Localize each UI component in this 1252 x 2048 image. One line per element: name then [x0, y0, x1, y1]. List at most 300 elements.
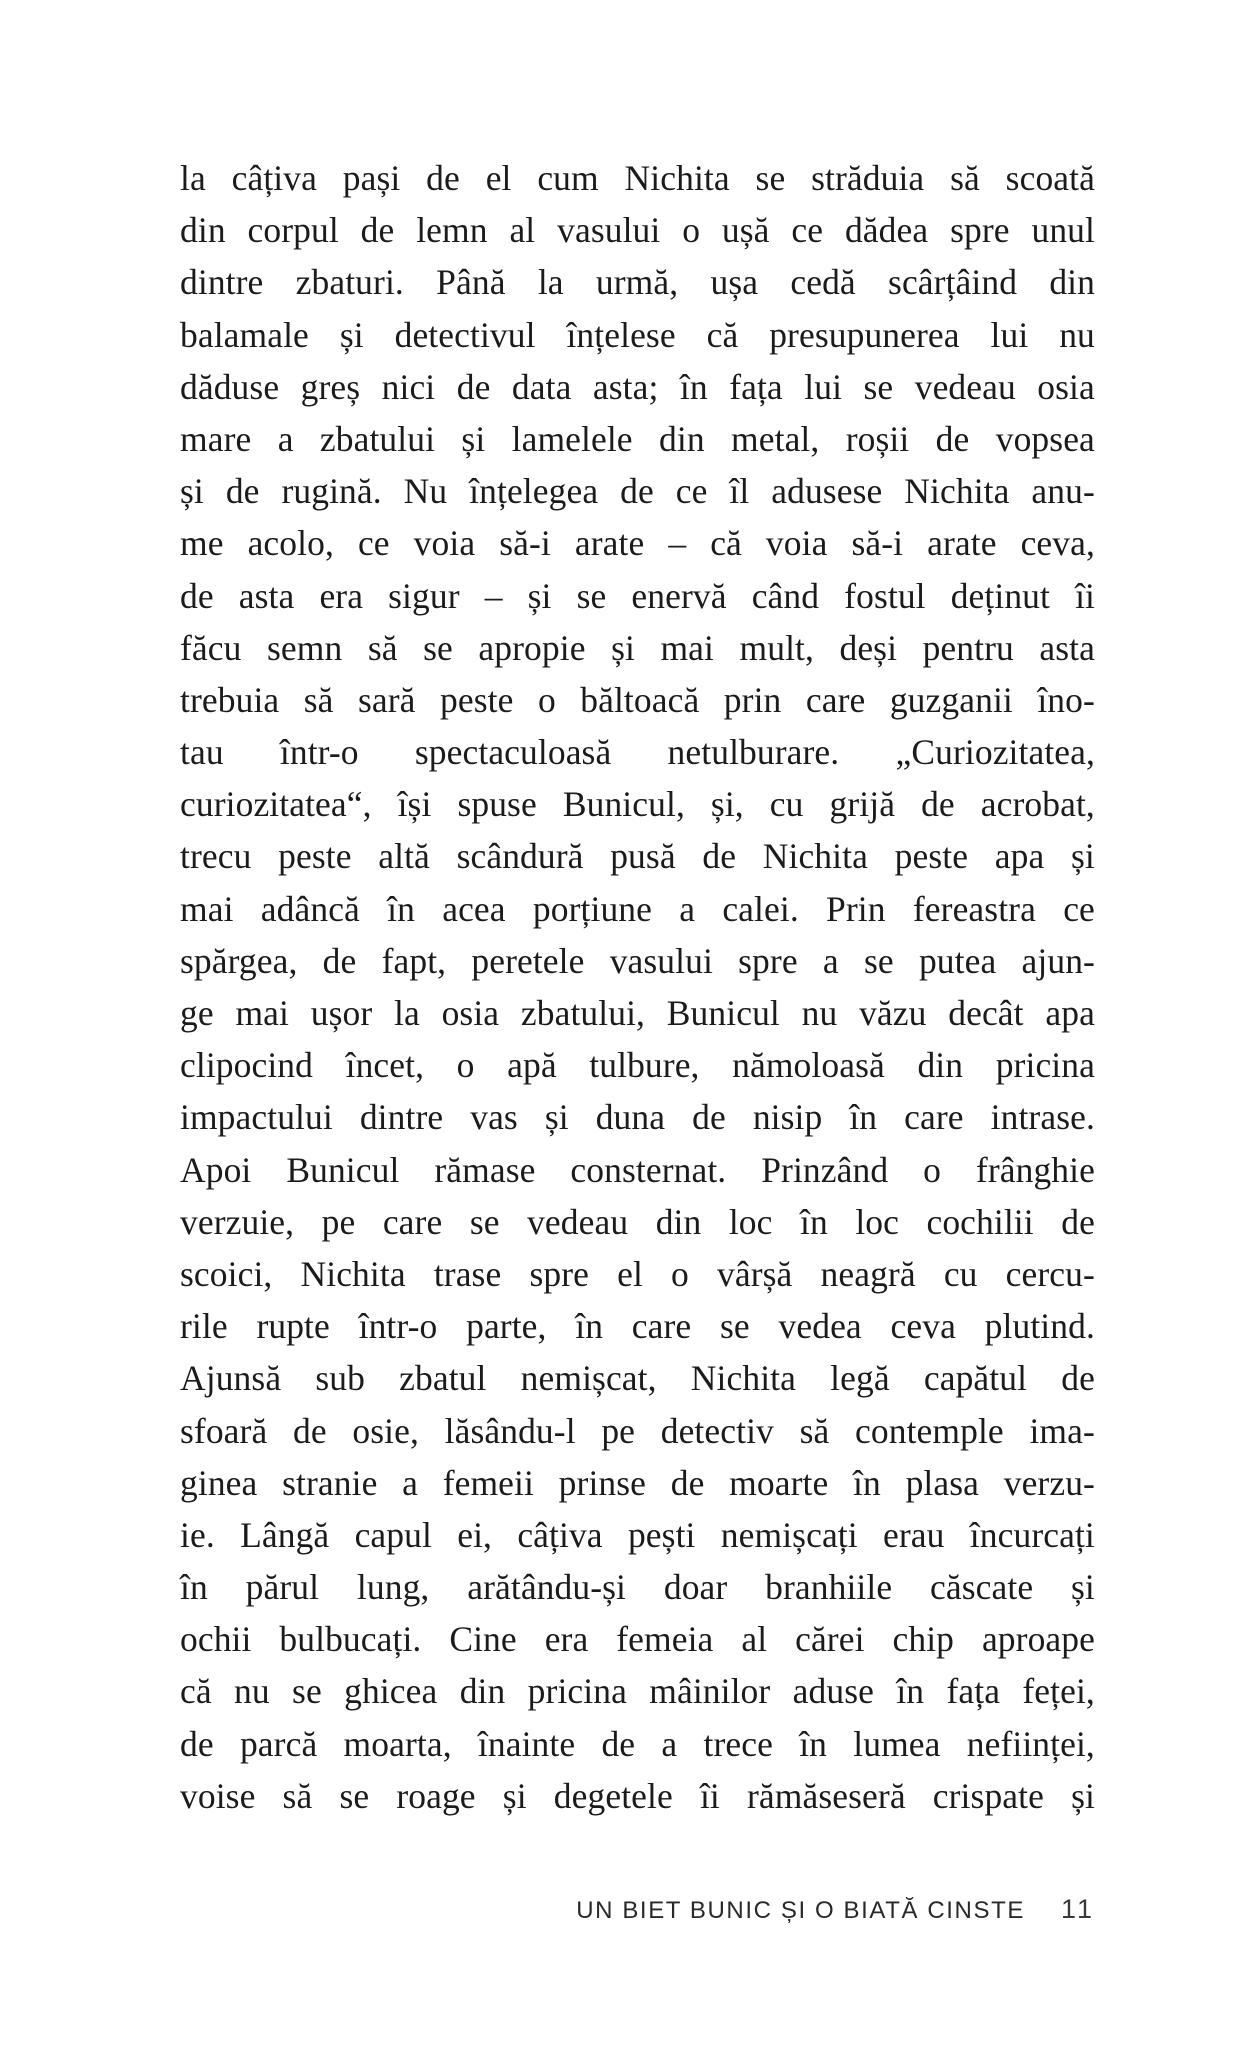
body-word: semn [267, 627, 343, 668]
body-word: să [799, 1410, 830, 1451]
body-word: loc [855, 1201, 899, 1242]
body-word: ge [180, 993, 214, 1033]
body-word: vârșă [717, 1253, 793, 1294]
body-word: – [668, 523, 687, 564]
body-word: încet, [345, 1045, 425, 1086]
body-word: lui [804, 366, 843, 407]
body-line [180, 256, 1095, 308]
body-word: degetele [553, 1775, 673, 1816]
body-word: vedeau [527, 1201, 629, 1242]
body-word: spre [529, 1253, 589, 1294]
body-word: me [180, 523, 224, 564]
body-word: rămase [434, 1149, 536, 1190]
body-word: vasului [609, 940, 713, 981]
body-word: apa [1045, 993, 1095, 1033]
body-word: de [180, 1723, 214, 1764]
body-word: osia [1037, 366, 1095, 407]
body-word: când [751, 575, 820, 616]
body-word: în [799, 1723, 828, 1764]
body-word: Nichita [300, 1253, 406, 1294]
body-line [180, 935, 1095, 987]
body-line [180, 987, 1095, 1039]
body-word: cu [769, 784, 804, 825]
body-word: ușă [721, 210, 770, 251]
body-word: grijă [829, 784, 896, 825]
body-word: ajun- [1021, 940, 1095, 981]
body-word: consternat. [570, 1149, 727, 1190]
body-line [180, 622, 1095, 674]
body-word: se [423, 627, 453, 668]
body-word: Ajunsă [180, 1358, 282, 1399]
body-line [180, 726, 1095, 778]
body-line [180, 1457, 1095, 1509]
body-word: rămăseseră [747, 1775, 906, 1816]
body-word: femeii [442, 1462, 534, 1503]
body-word: balamale [180, 314, 309, 355]
body-word: ceva [890, 1306, 956, 1347]
body-word: ima- [1029, 1410, 1095, 1451]
body-line [180, 1770, 1095, 1822]
body-word: nisip [752, 1097, 823, 1138]
body-word: câțiva [517, 1514, 603, 1555]
body-word: se [576, 575, 607, 616]
body-word: a [661, 1723, 678, 1764]
body-word: crispate [932, 1775, 1044, 1816]
body-line [180, 413, 1095, 465]
body-word: vas [470, 1097, 518, 1138]
body-word: din [459, 1671, 506, 1712]
body-word: al [741, 1619, 768, 1660]
body-word: roage [396, 1775, 476, 1816]
body-line [180, 1352, 1095, 1404]
body-word: osie, [352, 1410, 419, 1451]
body-line [180, 1039, 1095, 1091]
body-word: nu [1059, 314, 1095, 355]
body-word: rugină. [281, 471, 382, 512]
body-line [180, 1613, 1095, 1665]
body-word: din [659, 418, 705, 459]
body-word: se [863, 940, 894, 981]
body-line [180, 883, 1095, 935]
body-word: anu- [1031, 471, 1095, 512]
body-word: stranie [282, 1462, 378, 1503]
body-word: să-i [499, 523, 551, 564]
body-word: și [180, 471, 204, 512]
body-word: zbatul [399, 1358, 487, 1399]
body-word: Bunicul, [562, 784, 685, 825]
body-word: spuse [457, 784, 537, 825]
body-word: cu [943, 1253, 978, 1294]
body-word: ce [675, 471, 708, 512]
body-word: aduse [792, 1671, 874, 1712]
body-word: care [805, 679, 866, 720]
body-word: trebuia [180, 679, 280, 720]
body-word: arate [927, 523, 997, 564]
body-word: Bunicul [666, 993, 780, 1033]
body-word: scoată [1005, 158, 1095, 198]
body-word: vopsea [995, 418, 1095, 459]
body-word: în [896, 1671, 925, 1712]
body-word: cum [537, 158, 599, 198]
body-word: vedea [778, 1306, 862, 1347]
body-word: nemișcați [720, 1514, 858, 1555]
body-word: Prin [826, 888, 886, 929]
body-word: fostul [844, 575, 926, 616]
body-line [180, 152, 1095, 204]
body-line [180, 830, 1095, 882]
body-word: și [502, 1775, 527, 1816]
body-word: rile [180, 1306, 228, 1347]
body-word: își [397, 784, 432, 825]
body-word: să [303, 679, 334, 720]
body-word: cărei [795, 1619, 865, 1660]
body-word: de [620, 471, 654, 512]
body-word: de [225, 471, 260, 512]
body-text-block [180, 152, 1095, 1822]
body-word: ochii [180, 1619, 252, 1660]
body-word: dintre [359, 1097, 444, 1138]
body-word: adusese [771, 471, 883, 512]
body-word: duna [595, 1097, 666, 1138]
body-word: zbatului [319, 418, 436, 459]
body-word: ie. [180, 1514, 215, 1555]
body-word: nici [381, 366, 436, 407]
body-word: sigur [388, 575, 460, 616]
body-word: Până [436, 262, 506, 303]
body-word: femeia [616, 1619, 714, 1660]
body-word: altă [378, 836, 430, 877]
body-line [180, 778, 1095, 830]
body-word: pași [342, 158, 401, 198]
body-word: și, [710, 784, 744, 825]
body-word: de [456, 366, 491, 407]
body-word: de [702, 836, 737, 877]
body-word: ce [357, 523, 390, 564]
body-word: nămoloasă [732, 1045, 885, 1086]
body-word: căscate [930, 1567, 1034, 1608]
body-word: făcu [180, 627, 242, 668]
body-word: lumea [853, 1723, 941, 1764]
body-line [180, 204, 1095, 256]
body-word: parcă [239, 1723, 318, 1764]
body-word: se [720, 1306, 750, 1347]
body-word: cercu- [1005, 1253, 1095, 1294]
body-word: Nichita [762, 836, 868, 877]
body-word: văzu [859, 993, 927, 1033]
body-word: într-o [279, 732, 359, 773]
body-word: fapt, [381, 940, 447, 981]
body-word: frânghie [975, 1149, 1095, 1190]
body-word: și [527, 575, 552, 616]
body-word: se [863, 366, 894, 407]
body-word: aproape [981, 1619, 1095, 1660]
body-word: să-i [851, 523, 904, 564]
body-line [180, 361, 1095, 413]
body-word: și [339, 314, 364, 355]
body-word: peretele [471, 940, 585, 981]
body-word: mare [180, 418, 252, 459]
page-footer [180, 1894, 1095, 1925]
body-word: și [1071, 836, 1095, 877]
body-word: adâncă [260, 888, 360, 929]
body-word: în [575, 1306, 604, 1347]
body-word: să [950, 158, 980, 198]
body-word: a [679, 888, 696, 929]
body-word: în [180, 1567, 208, 1608]
body-word: detectivul [394, 314, 536, 355]
body-word: chip [892, 1619, 955, 1660]
body-word: câțiva [231, 158, 317, 198]
body-word: se [469, 1201, 500, 1242]
body-word: parte, [466, 1306, 547, 1347]
body-word: Apoi [180, 1149, 252, 1190]
body-word: tulbure, [589, 1045, 700, 1086]
body-word: lăsându-l [444, 1410, 576, 1451]
body-word: branhiile [765, 1567, 893, 1608]
body-word: unul [1031, 210, 1095, 251]
body-word: Prinzând [761, 1149, 889, 1190]
body-word: pe [321, 1201, 356, 1242]
body-line [180, 1561, 1095, 1613]
body-word: pe [601, 1410, 636, 1451]
body-word: mai [180, 888, 234, 929]
body-line [180, 309, 1095, 361]
body-word: la [180, 158, 206, 198]
body-line [180, 1718, 1095, 1770]
body-word: al [509, 210, 536, 251]
body-word: deși [839, 627, 898, 668]
body-word: cochilii [926, 1201, 1034, 1242]
body-word: se [339, 1775, 370, 1816]
body-word: moarte [729, 1462, 829, 1503]
body-word: din [1049, 262, 1095, 303]
body-word: greș [300, 366, 361, 407]
body-word: în [679, 366, 708, 407]
body-word: trece [703, 1723, 773, 1764]
body-word: de [935, 418, 970, 459]
body-word: dădea [844, 210, 929, 251]
body-word: prinse [558, 1462, 647, 1503]
body-word: în [387, 888, 415, 929]
body-word: decât [948, 993, 1024, 1033]
body-word: scârțâind [888, 262, 1018, 303]
body-word: apă [507, 1045, 557, 1086]
body-word: să [282, 1775, 313, 1816]
body-word: moarta, [343, 1723, 452, 1764]
body-word: voia [413, 523, 476, 564]
body-word: băltoacă [580, 679, 700, 720]
body-word: pricina [995, 1045, 1095, 1086]
body-word: spărgea, [180, 940, 298, 981]
body-word: rupte [256, 1306, 330, 1347]
body-word: ghicea [344, 1671, 438, 1712]
body-word: de [322, 940, 357, 981]
body-word: acrobat, [980, 784, 1095, 825]
body-word: o [923, 1149, 941, 1190]
body-word: sfoară [180, 1410, 268, 1451]
body-word: spectaculoasă [414, 732, 612, 773]
body-word: Lângă [240, 1514, 330, 1555]
body-word: la [537, 262, 564, 303]
body-word: osia [441, 993, 500, 1033]
body-word: mâinilor [649, 1671, 771, 1712]
body-word: verzuie, [180, 1201, 295, 1242]
body-word: și [1071, 1567, 1095, 1608]
body-word: că [706, 314, 739, 355]
body-word: netulburare. [667, 732, 840, 773]
body-word: și [461, 418, 486, 459]
body-word: voise [180, 1775, 256, 1816]
body-word: vedeau [914, 366, 1016, 407]
body-word: acolo, [247, 523, 334, 564]
body-word: din [655, 1201, 702, 1242]
body-word: Nichita [690, 1358, 796, 1399]
body-word: tau [180, 732, 224, 773]
body-word: peste [278, 836, 352, 877]
body-word: încurcați [969, 1514, 1095, 1555]
body-word: pricina [527, 1671, 627, 1712]
body-line [180, 465, 1095, 517]
body-word: clipocind [180, 1045, 314, 1086]
body-word: Bunicul [286, 1149, 400, 1190]
body-word: ușor [310, 993, 373, 1033]
body-word: sară [357, 679, 416, 720]
body-word: Nu [403, 471, 448, 512]
body-word: porțiune [532, 888, 652, 929]
body-word: urmă, [595, 262, 679, 303]
body-word: voia [765, 523, 828, 564]
body-word: o [682, 210, 701, 251]
body-word: îi [1075, 575, 1095, 616]
body-word: contemple [855, 1410, 1004, 1451]
body-word: verzu- [1003, 1462, 1095, 1503]
body-word: peste [894, 836, 969, 877]
body-word: lui [990, 314, 1029, 355]
body-word: „Curiozitatea, [895, 732, 1095, 773]
body-word: curiozitatea“, [180, 784, 372, 825]
body-word: deținut [950, 575, 1050, 616]
body-word: mai [660, 627, 714, 668]
body-word: ei, [457, 1514, 493, 1555]
body-word: o [537, 679, 556, 720]
body-word: înainte [477, 1723, 576, 1764]
body-line [180, 1091, 1095, 1143]
body-word: scoici, [180, 1253, 273, 1294]
body-word: lung, [356, 1567, 430, 1608]
body-word: într-o [358, 1306, 438, 1347]
body-word: îno- [1037, 679, 1095, 720]
body-word: enervă [631, 575, 727, 616]
body-word: înțelegea [469, 471, 599, 512]
body-word: în [853, 1462, 881, 1503]
body-word: de [692, 1097, 726, 1138]
body-word: corpul [247, 210, 339, 251]
body-word: asta [1039, 627, 1095, 668]
body-word: fața [946, 1671, 1001, 1712]
body-word: se [292, 1671, 322, 1712]
body-word: vasului [557, 210, 661, 251]
body-word: apropie [478, 627, 586, 668]
body-word: de [180, 575, 214, 616]
body-word: plutind. [984, 1306, 1095, 1347]
body-word: de [1061, 1358, 1095, 1399]
body-word: că [710, 523, 742, 564]
body-word: el [617, 1253, 643, 1294]
body-word: ce [1063, 888, 1095, 929]
body-word: acea [442, 888, 506, 929]
body-word: în [800, 1201, 828, 1242]
body-line [180, 674, 1095, 726]
body-word: în [849, 1097, 878, 1138]
body-line [180, 1509, 1095, 1561]
body-word: arătându-și [467, 1567, 627, 1608]
body-line [180, 517, 1095, 569]
body-word: Nichita [904, 471, 1010, 512]
page-number: 11 [1060, 1894, 1095, 1924]
body-line [180, 1300, 1095, 1352]
body-word: care [904, 1097, 964, 1138]
body-word: să [367, 627, 398, 668]
body-word: plasa [905, 1462, 980, 1503]
body-word: spre [950, 210, 1010, 251]
body-word: din [180, 210, 226, 251]
body-word: roșii [845, 418, 910, 459]
body-line [180, 1665, 1095, 1717]
body-word: doar [663, 1567, 728, 1608]
body-word: era [544, 1619, 589, 1660]
body-word: Cine [449, 1619, 517, 1660]
body-word: capătul [923, 1358, 1028, 1399]
body-word: nemișcat, [520, 1358, 657, 1399]
body-word: fereastra [912, 888, 1036, 929]
body-word: scândură [456, 836, 584, 877]
body-word: era [319, 575, 364, 616]
body-word: zbatului, [520, 993, 646, 1033]
body-line [180, 1248, 1095, 1300]
body-word: ușa [710, 262, 759, 303]
running-title: UN BIET BUNIC ȘI O BIATĂ CINSTE [576, 1897, 1025, 1924]
body-word: o [671, 1253, 689, 1294]
body-word: metal, [731, 418, 820, 459]
body-word: presupunerea [769, 314, 960, 355]
body-word: spre [738, 940, 798, 981]
body-word: feței, [1022, 1671, 1095, 1712]
body-line [180, 570, 1095, 622]
body-word: loc [728, 1201, 773, 1242]
body-word: înțelese [566, 314, 676, 355]
body-word: pusă [610, 836, 676, 877]
body-word: – [484, 575, 503, 616]
body-word: asta; [592, 366, 659, 407]
body-line [180, 1196, 1095, 1248]
body-word: ceva, [1020, 523, 1095, 564]
body-word: arate [574, 523, 645, 564]
body-word: intrase. [990, 1097, 1095, 1138]
body-word: detectiv [660, 1410, 774, 1451]
body-word: neființei, [966, 1723, 1095, 1764]
body-word: părul [245, 1567, 320, 1608]
body-word: de [601, 1723, 636, 1764]
body-word: guzganii [889, 679, 1013, 720]
body-word: sub [315, 1358, 365, 1399]
body-word: de [921, 784, 955, 825]
body-word: și [1071, 1775, 1095, 1816]
body-word: mult, [739, 627, 814, 668]
body-word: trase [433, 1253, 502, 1294]
body-word: îl [729, 471, 750, 512]
body-word: a [822, 940, 839, 981]
body-word: că [180, 1671, 212, 1712]
